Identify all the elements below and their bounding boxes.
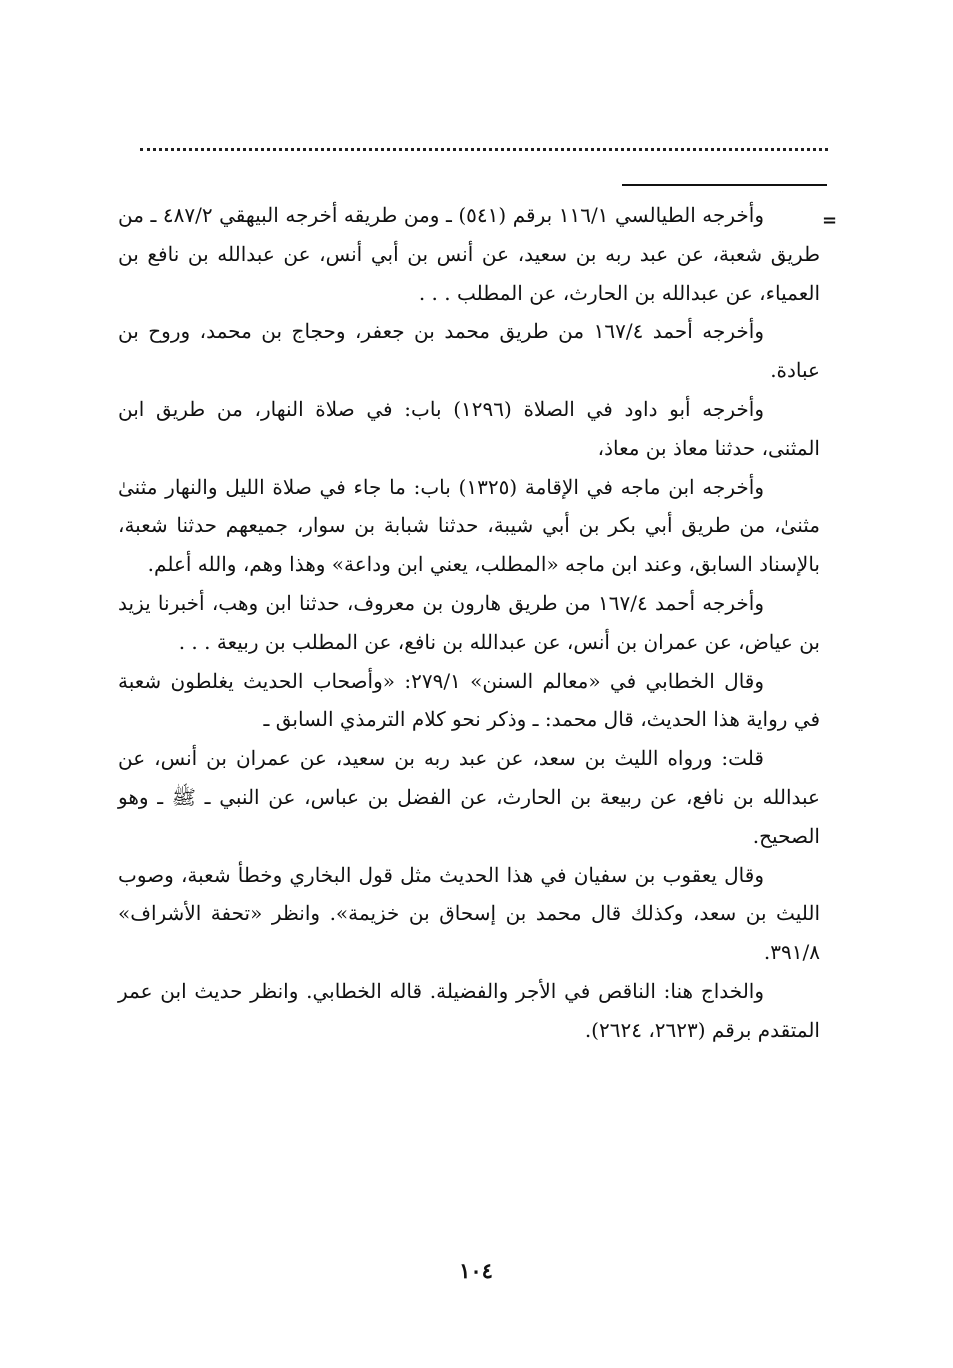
continuation-mark: = [822, 210, 838, 231]
footnote-rule [622, 184, 827, 186]
paragraph-3: وأخرجه أبو داود في الصلاة (١٢٩٦) باب: في صلاة النهار، من طريق ابن المثنى، حدثنا معاذ بن معاذ، [118, 396, 820, 460]
paragraph-4: وأخرجه ابن ماجه في الإقامة (١٣٢٥) باب: ما جاء في صلاة الليل والنهار مثنىٰ مثنىٰ، من طريق أبي بكر بن أبي شيبة، حدثنا شبابة بن سوار، جميعهم حدثنا شعبة، بالإسناد السابق، وعند ابن ماجه «المطلب، يعني ابن وداعة» وهذا وهم، والله أعلم. [118, 474, 820, 577]
paragraph-5: وأخرجه أحمد ١٦٧/٤ من طريق هارون بن معروف، حدثنا ابن وهب، أخبرنا يزيد بن عياض، عن عمران بن أنس، عن عبدالله بن نافع، عن المطلب بن ربيعة . . . [118, 590, 820, 654]
paragraph-6: وقال الخطابي في «معالم السنن» ٢٧٩/١: «وأصحاب الحديث يغلطون شعبة في رواية هذا الحديث، قال محمد: ـ وذكر نحو كلام الترمذي السابق ـ [118, 668, 820, 732]
paragraph-7: قلت: ورواه الليث بن سعد، عن عبد ربه بن سعيد، عن عمران بن أنس، عن عبدالله بن نافع، عن ربيعة بن الحارث، عن الفضل بن عباس، عن النبي ـ ﷺ ـ وهو الصحيح. [118, 746, 820, 848]
paragraph-2: وأخرجه أحمد ١٦٧/٤ من طريق محمد بن جعفر، وحجاج بن محمد، وروح بن عبادة. [118, 319, 820, 383]
page-number: ١٠٤ [459, 1258, 493, 1283]
paragraph-8: وقال يعقوب بن سفيان في هذا الحديث مثل قول البخاري وخطأ شعبة، وصوب الليث بن سعد، وكذلك قال محمد بن إسحاق بن خزيمة». وانظر «تحفة الأشراف» ٣٩١/٨. [118, 862, 820, 965]
paragraph-9: والخداج هنا: الناقص في الأجر والفضيلة. قاله الخطابي. وانظر حديث ابن عمر المتقدم برقم (٢٦٢٣، ٢٦٢٤). [118, 978, 820, 1042]
dotted-separator [140, 148, 828, 151]
paragraph-1: وأخرجه الطيالسي ١١٦/١ برقم (٥٤١) ـ ومن طريقه أخرجه البيهقي ٤٨٧/٢ ـ من طريق شعبة، عن عبد ربه بن سعيد، عن أنس بن أبي أنس، عن عبدالله بن نافع بن العمياء، عن عبدالله بن الحارث، عن المطلب . . . [118, 203, 820, 305]
footnote-text [118, 196, 820, 1050]
